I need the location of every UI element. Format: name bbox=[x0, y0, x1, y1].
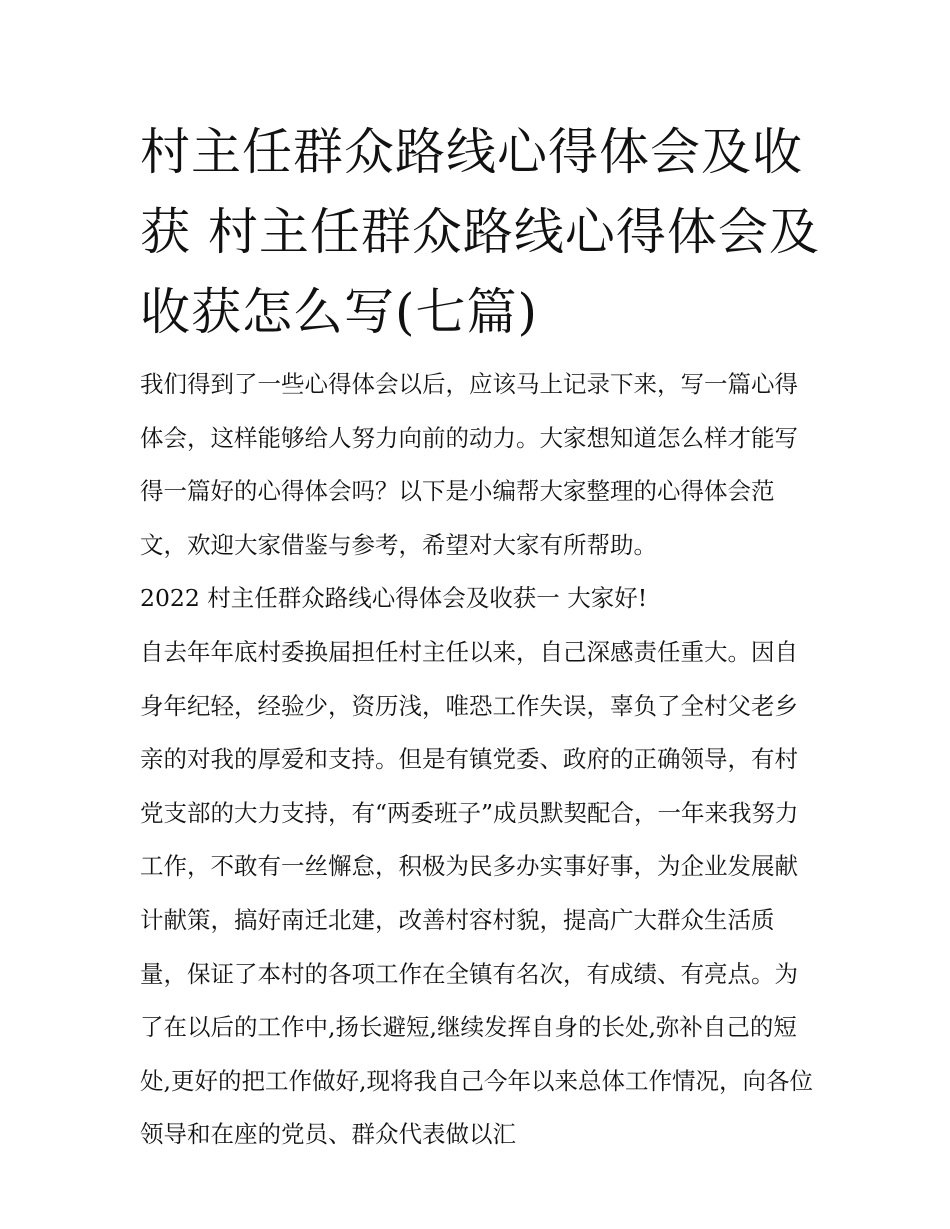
intro-paragraph: 我们得到了一些心得体会以后，应该马上记录下来，写一篇心得体会，这样能够给人努力向前的动力。大家想知道怎么样才能写得一篇好的心得体会吗？以下是小编帮大家整理的心得体会范文，欢迎大家借鉴与参考，希望对大家有所帮助。 bbox=[140, 370, 798, 559]
body-paragraph: 自去年年底村委换届担任村主任以来，自己深感责任重大。因自身年纪轻，经验少，资历浅，唯恐工作失误，辜负了全村父老乡亲的对我的厚爱和支持。但是有镇党委、政府的正确领导，有村党支部的大力支持，有“两委班子”成员默契配合，一年来我努力工作，不敢有一丝懈怠，积极为民多办实事好事，为企业发展献计献策，搞好南迁北建，改善村容村貌，提高广大群众生活质量，保证了本村的各项工作在全镇有名次，有成绩、有亮点。为了在以后的工作中,扬长避短,继续发挥自身的长处,弥补自己的短处,更好的把工作做好,现将我自己今年以来总体工作情况，向各位领导和在座的党员、群众代表做以汇 bbox=[140, 637, 813, 1149]
document-body bbox=[140, 358, 820, 1162]
document-title: 村主任群众路线心得体会及收获 村主任群众路线心得体会及收获怎么写(七篇) bbox=[140, 123, 820, 341]
section-heading: 2022 村主任群众路线心得体会及收获一 大家好! bbox=[140, 584, 648, 613]
